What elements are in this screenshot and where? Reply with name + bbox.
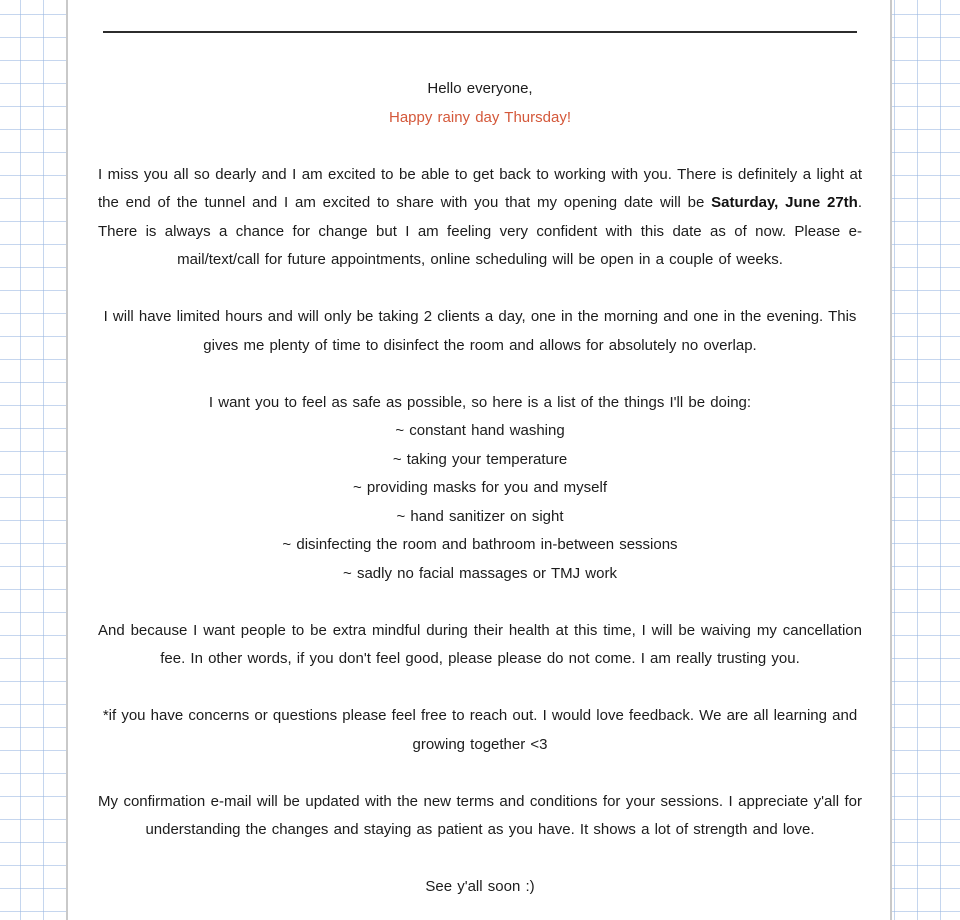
paragraph-cancellation: And because I want people to be extra mindful during their health at this time, I will be waiving my cancellation fee. In other words, if you don't feel good, please please do not come. I am really trusting you. (98, 621, 862, 667)
list-item: ~ taking your temperature (392, 450, 568, 468)
list-item: ~ hand sanitizer on sight (396, 507, 564, 525)
spacer (98, 674, 862, 703)
list-item: ~ disinfecting the room and bathroom in-between sessions (282, 536, 678, 553)
paragraph-opening-date-lead: I miss you all so dearly and I am excited to be able to get back to working with you. There is definitely a light at the end of the tunnel and I am excited to share with you that my opening date will be (98, 165, 862, 211)
list-item: ~ providing masks for you and myself (352, 479, 608, 496)
paragraph-opening-date-tail: . There is always a chance for change but I am feeling very confident with this date as of now. Please e-mail/text/call for future appointments, online scheduling will be open in a couple of weeks. (98, 194, 863, 268)
spacer (98, 275, 862, 304)
spacer (98, 132, 862, 161)
paragraph-confirmation: My confirmation e-mail will be updated with the new terms and conditions for your sessions. I appreciate y'all for understanding the changes and staying as patient as you have. It shows a lot of strength and love. (98, 792, 862, 838)
list-item: ~ sadly no facial massages or TMJ work (343, 564, 617, 582)
list-item: ~ constant hand washing (395, 422, 565, 439)
paragraph-opening-date (98, 161, 862, 275)
paragraph-hours: I will have limited hours and will only be taking 2 clients a day, one in the morning and one in the evening. This gives me plenty of time to disinfect the room and allows for absolutely no overlap. (103, 308, 857, 354)
greeting: Hello everyone, (427, 80, 533, 97)
closing-line: See y'all soon :) (425, 878, 535, 895)
letter-body (98, 75, 862, 902)
subgreeting: Happy rainy day Thursday! (389, 108, 571, 126)
spacer (98, 588, 862, 617)
letter-page (66, 0, 892, 920)
opening-date: Saturday, June 27th (711, 194, 858, 211)
spacer (98, 759, 862, 788)
top-divider (103, 31, 857, 33)
list-intro: I want you to feel as safe as possible, so here is a list of the things I'll be doing: (208, 393, 752, 411)
spacer (98, 360, 862, 389)
paragraph-concerns: *if you have concerns or questions please feel free to reach out. I would love feedback. We are all learning and growing together <3 (102, 707, 858, 753)
spacer (98, 845, 862, 874)
